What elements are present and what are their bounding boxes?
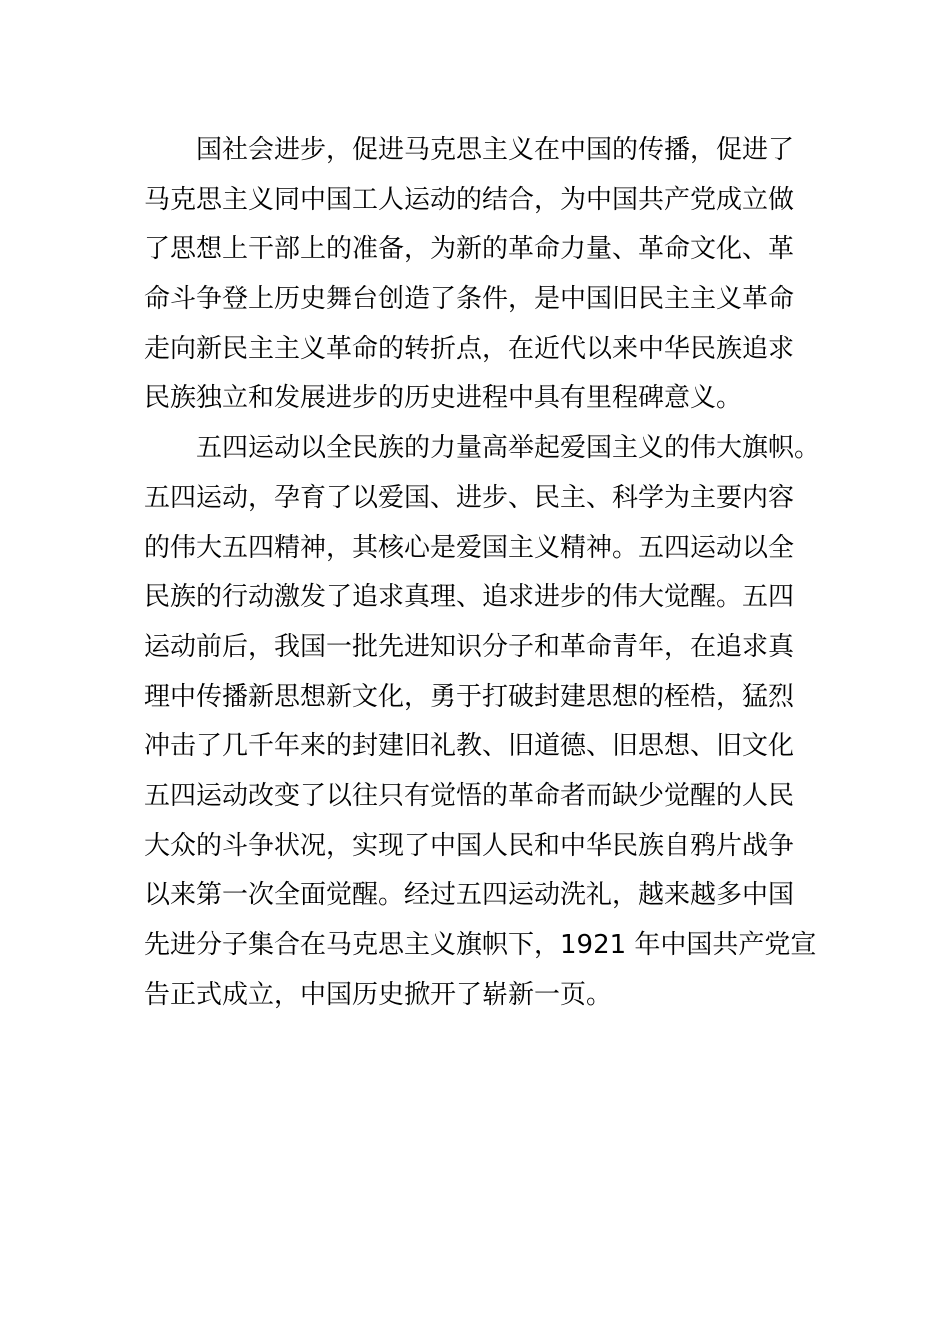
text-line: 先进分子集合在马克思主义旗帜下，1921 年中国共产党宣: [144, 930, 817, 960]
text-line: 运动前后，我国一批先进知识分子和革命青年，在追求真: [144, 631, 795, 662]
text-line: 以来第一次全面觉醒。经过五四运动洗礼，越来越多中国: [144, 880, 795, 911]
text-line: 马克思主义同中国工人运动的结合，为中国共产党成立做: [144, 184, 795, 215]
text-line: 国社会进步，促进马克思主义在中国的传播，促进了: [196, 135, 795, 165]
text-line: 大众的斗争状况，实现了中国人民和中华民族自鸦片战争: [144, 830, 795, 861]
text-line: 五四运动改变了以往只有觉悟的革命者而缺少觉醒的人民: [144, 780, 795, 811]
text-line: 理中传播新思想新文化，勇于打破封建思想的桎梏，猛烈: [144, 681, 795, 712]
text-line: 命斗争登上历史舞台创造了条件，是中国旧民主主义革命: [144, 284, 795, 315]
text-line: 的伟大五四精神，其核心是爱国主义精神。五四运动以全: [144, 532, 795, 563]
text-line: 了思想上干部上的准备，为新的革命力量、革命文化、革: [144, 234, 795, 265]
paragraph-1: [144, 126, 810, 424]
text-line: 民族独立和发展进步的历史进程中具有里程碑意义。: [144, 383, 743, 414]
text-line: 民族的行动激发了追求真理、追求进步的伟大觉醒。五四: [144, 582, 795, 613]
text-line: 走向新民主主义革命的转折点，在近代以来中华民族追求: [144, 333, 795, 364]
paragraph-2: [144, 424, 821, 1020]
body-text: [144, 126, 821, 1020]
text-line: 五四运动，孕育了以爱国、进步、民主、科学为主要内容: [144, 482, 795, 513]
text-line: 冲击了几千年来的封建旧礼教、旧道德、旧思想、旧文化: [144, 731, 795, 762]
text-line: 五四运动以全民族的力量高举起爱国主义的伟大旗帜。: [196, 433, 821, 464]
text-line: 告正式成立，中国历史掀开了崭新一页。: [144, 979, 613, 1010]
